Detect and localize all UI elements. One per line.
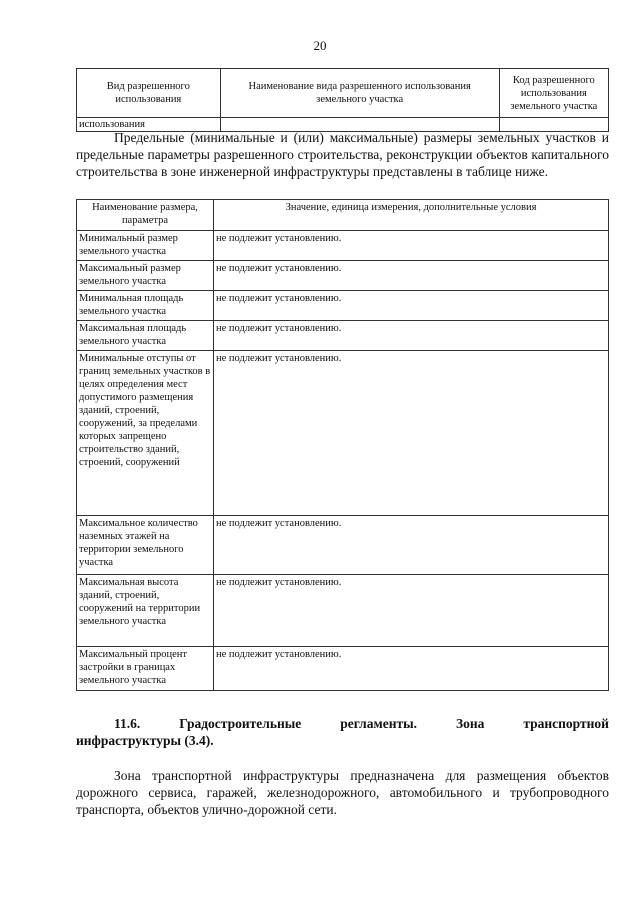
header-cell: Наименование вида разрешенного использования земельного участка xyxy=(220,69,499,118)
param-value: не подлежит установлению. xyxy=(214,291,609,321)
section-word: Зона xyxy=(455,716,485,731)
param-value: не подлежит установлению. xyxy=(214,575,609,647)
params-table xyxy=(76,199,609,691)
header-cell: Значение, единица измерения, дополнительные условия xyxy=(214,200,609,231)
intro-text: Предельные (минимальные и (или) максимальные) размеры земельных участков и предельные параметры разрешенного строительства, реконструкции объектов капитального строительства в зоне инженерной инфраструктуры представлены в таблице ниже. xyxy=(76,130,609,179)
section-number: 11.6. xyxy=(114,716,141,731)
param-value: не подлежит установлению. xyxy=(214,321,609,351)
closing-paragraph xyxy=(76,767,609,818)
section-heading xyxy=(76,715,609,749)
section-word: Градостроительные xyxy=(179,716,302,731)
page-number: 20 xyxy=(313,38,327,53)
table-row xyxy=(77,575,609,647)
table-row xyxy=(77,647,609,691)
table-row xyxy=(77,321,609,351)
table-row xyxy=(77,516,609,575)
param-name: Максимальный размер земельного участка xyxy=(77,261,214,291)
param-name: Максимальная площадь земельного участка xyxy=(77,321,214,351)
param-name: Минимальные отступы от границ земельных участков в целях определения мест допустимого размещения зданий, строений, сооружений, за пределами которых запрещено строительство зданий, строений, сооружений xyxy=(77,351,214,516)
param-name: Минимальный размер земельного участка xyxy=(77,231,214,261)
header-cell: Наименование размера, параметра xyxy=(77,200,214,231)
continuation-cell: использования xyxy=(77,118,221,132)
param-value: не подлежит установлению. xyxy=(214,261,609,291)
closing-text: Зона транспортной инфраструктуры предназначена для размещения объектов дорожного сервиса, гаражей, железнодорожного, автомобильного и трубопроводного транспорта, объектов улично-дорожной сети. xyxy=(76,768,609,817)
param-value: не подлежит установлению. xyxy=(214,647,609,691)
param-name: Максимальная высота зданий, строений, сооружений на территории земельного участка xyxy=(77,575,214,647)
section-word: регламенты. xyxy=(340,716,418,731)
param-name: Максимальное количество наземных этажей на территории земельного участка xyxy=(77,516,214,575)
permitted-use-table xyxy=(76,68,609,132)
header-cell: Вид разрешенного использования xyxy=(77,69,221,118)
section-line2: инфраструктуры (3.4). xyxy=(76,733,214,748)
table-row xyxy=(77,261,609,291)
table-row xyxy=(77,351,609,516)
param-value: не подлежит установлению. xyxy=(214,516,609,575)
param-name: Минимальная площадь земельного участка xyxy=(77,291,214,321)
section-word: транспортной xyxy=(523,716,609,731)
param-value: не подлежит установлению. xyxy=(214,231,609,261)
table-row xyxy=(77,231,609,261)
param-name: Максимальный процент застройки в границах земельного участка xyxy=(77,647,214,691)
param-value: не подлежит установлению. xyxy=(214,351,609,516)
intro-paragraph xyxy=(76,129,609,180)
header-cell: Код разрешенного использования земельного участка xyxy=(499,69,608,118)
table-row xyxy=(77,291,609,321)
